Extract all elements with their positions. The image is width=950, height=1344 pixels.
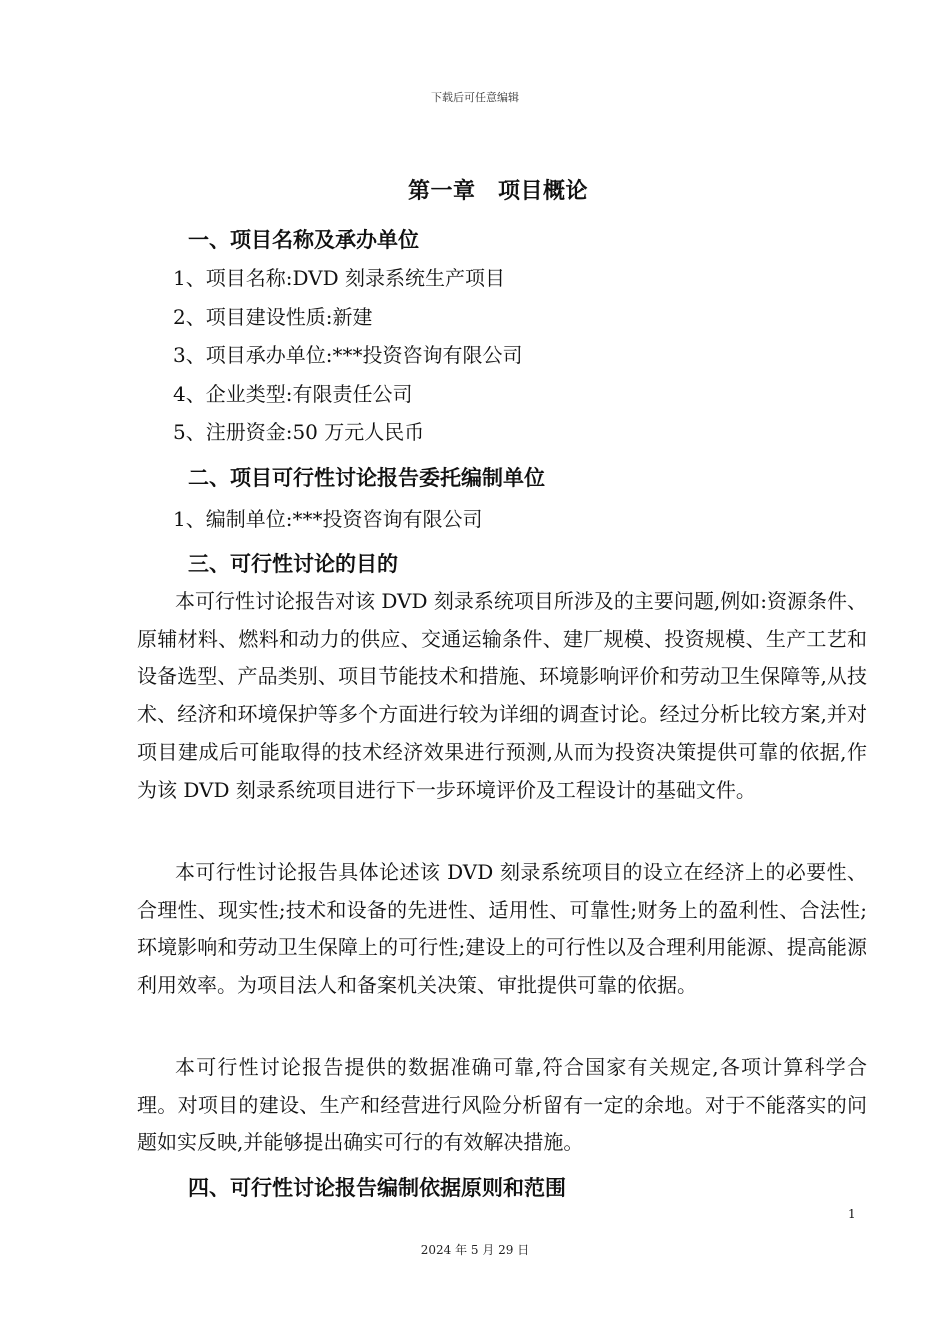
- list-item-registered-capital: 5、注册资金:50 万元人民币: [173, 420, 425, 444]
- section-heading-1: 一、项目名称及承办单位: [188, 228, 419, 252]
- page-number: 1: [848, 1207, 856, 1221]
- footer-date: 2024 年 5 月 29 日: [420, 1243, 530, 1257]
- chapter-title: 第一章 项目概论: [407, 179, 588, 204]
- paragraph-purpose-3: 本可行性讨论报告提供的数据准确可靠,符合国家有关规定,各项计算科学合理。对项目的建设、生产和经营进行风险分析留有一定的余地。对于不能落实的问题如实反映,并能够提出确实可行的有效解决措施。: [137, 1055, 867, 1155]
- list-item-construction-nature: 2、项目建设性质:新建: [173, 305, 373, 329]
- paragraph-purpose-1: 本可行性讨论报告对该 DVD 刻录系统项目所涉及的主要问题,例如:资源条件、原辅材料、燃料和动力的供应、交通运输条件、建厂规模、投资规模、生产工艺和设备选型、产品类别、项目节能技术和措施、环境影响评价和劳动卫生保障等,从技术、经济和环境保护等多个方面进行较为详细的调查讨论。经过分析比较方案,并对项目建成后可能取得的技术经济效果进行预测,从而为投资决策提供可靠的依据,作为该 DVD 刻录系统项目进行下一步环境评价及工程设计的基础文件。: [137, 589, 867, 802]
- page-header: 下载后可任意编辑: [431, 91, 519, 104]
- section-heading-3: 三、可行性讨论的目的: [188, 552, 398, 576]
- list-item-enterprise-type: 4、企业类型:有限责任公司: [173, 382, 413, 406]
- list-item-undertaking-unit: 3、项目承办单位:***投资咨询有限公司: [173, 343, 523, 367]
- paragraph-purpose-2: 本可行性讨论报告具体论述该 DVD 刻录系统项目的设立在经济上的必要性、合理性、现实性;技术和设备的先进性、适用性、可靠性;财务上的盈利性、合法性;环境影响和劳动卫生保障上的可行性;建设上的可行性以及合理利用能源、提高能源利用效率。为项目法人和备案机关决策、审批提供可靠的依据。: [137, 860, 867, 998]
- list-item-compiling-unit: 1、编制单位:***投资咨询有限公司: [173, 507, 483, 531]
- section-heading-4: 四、可行性讨论报告编制依据原则和范围: [188, 1176, 566, 1200]
- section-heading-2: 二、项目可行性讨论报告委托编制单位: [188, 466, 545, 490]
- list-item-project-name: 1、项目名称:DVD 刻录系统生产项目: [173, 266, 505, 290]
